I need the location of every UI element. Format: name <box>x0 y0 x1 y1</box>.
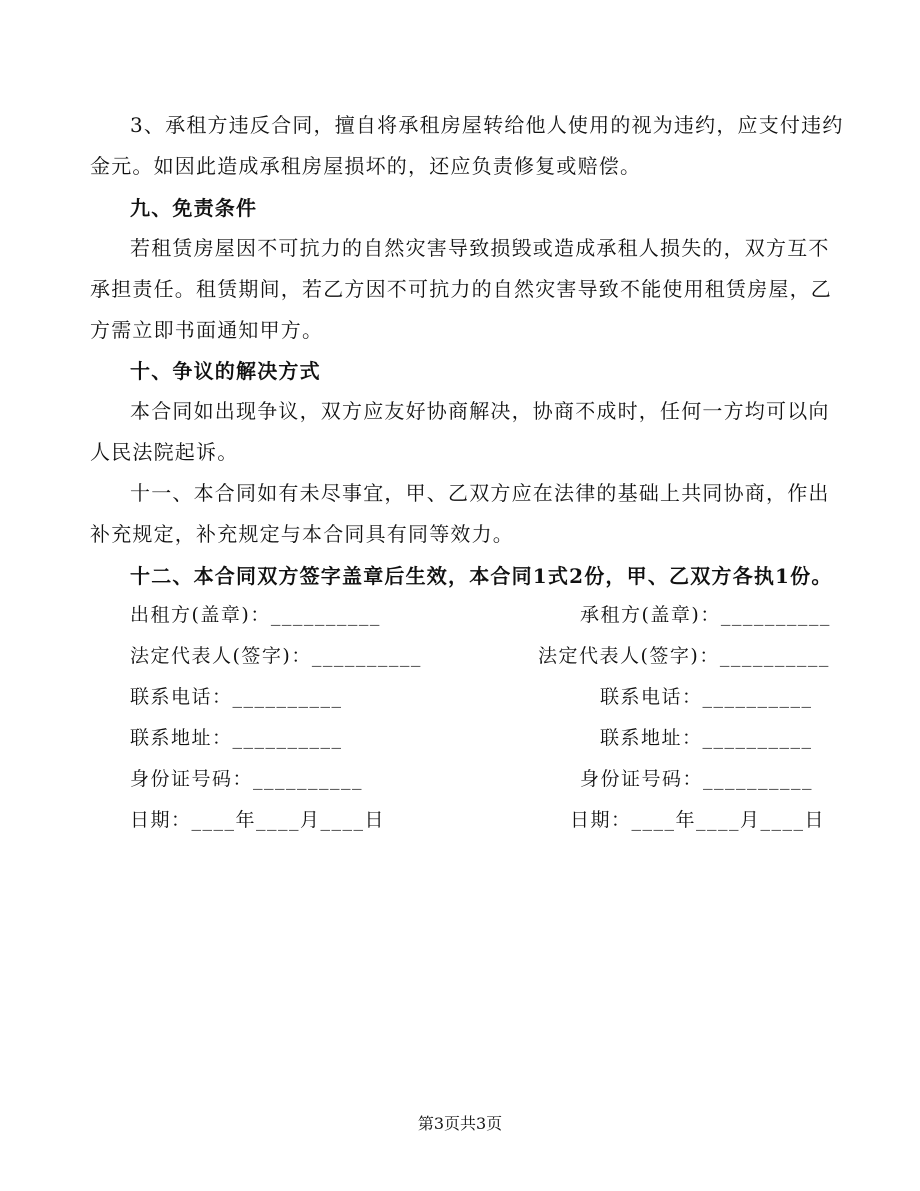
lessee-id-field: 身份证号码：__________ <box>580 768 814 790</box>
lessor-representative-field: 法定代表人(签字)：__________ <box>130 645 422 667</box>
heading-dispute: 十、争议的解决方式 <box>130 359 321 383</box>
lessee-address-field: 联系地址：__________ <box>600 727 813 749</box>
lessor-phone-field: 联系电话：__________ <box>130 686 343 708</box>
lessee-representative-field: 法定代表人(签字)：__________ <box>538 645 830 667</box>
clause-11-line-2: 补充规定，补充规定与本合同具有同等效力。 <box>90 522 514 546</box>
clause-3-line-1: 3、承租方违反合同，擅自将承租房屋转给他人使用的视为违约，应支付违约 <box>130 113 844 137</box>
exemption-line-3: 方需立即书面通知甲方。 <box>90 318 324 342</box>
lessee-seal-field: 承租方(盖章)：__________ <box>580 604 831 626</box>
lessor-seal-field: 出租方(盖章)：__________ <box>130 604 381 626</box>
clause-12: 十二、本合同双方签字盖章后生效，本合同1式2份，甲、乙双方各执1份。 <box>130 564 833 588</box>
exemption-line-2: 承担责任。租赁期间，若乙方因不可抗力的自然灾害导致不能使用租赁房屋，乙 <box>90 277 832 301</box>
heading-exemption: 九、免责条件 <box>130 196 258 220</box>
lessor-id-field: 身份证号码：__________ <box>130 768 364 790</box>
dispute-line-2: 人民法院起诉。 <box>90 440 239 464</box>
exemption-line-1: 若租赁房屋因不可抗力的自然灾害导致损毁或造成承租人损失的，双方互不 <box>130 236 830 260</box>
lessor-address-field: 联系地址：__________ <box>130 727 343 749</box>
page-footer: 第3页共3页 <box>417 1114 503 1133</box>
lessor-date-field: 日期：____年____月____日 <box>130 809 386 831</box>
clause-11-line-1: 十一、本合同如有未尽事宜，甲、乙双方应在法律的基础上共同协商，作出 <box>130 481 830 505</box>
lessee-date-field: 日期：____年____月____日 <box>570 809 826 831</box>
lessee-phone-field: 联系电话：__________ <box>600 686 813 708</box>
clause-3-line-2: 金元。如因此造成承租房屋损坏的，还应负责修复或赔偿。 <box>90 154 642 178</box>
dispute-line-1: 本合同如出现争议，双方应友好协商解决，协商不成时，任何一方均可以向 <box>130 399 830 423</box>
